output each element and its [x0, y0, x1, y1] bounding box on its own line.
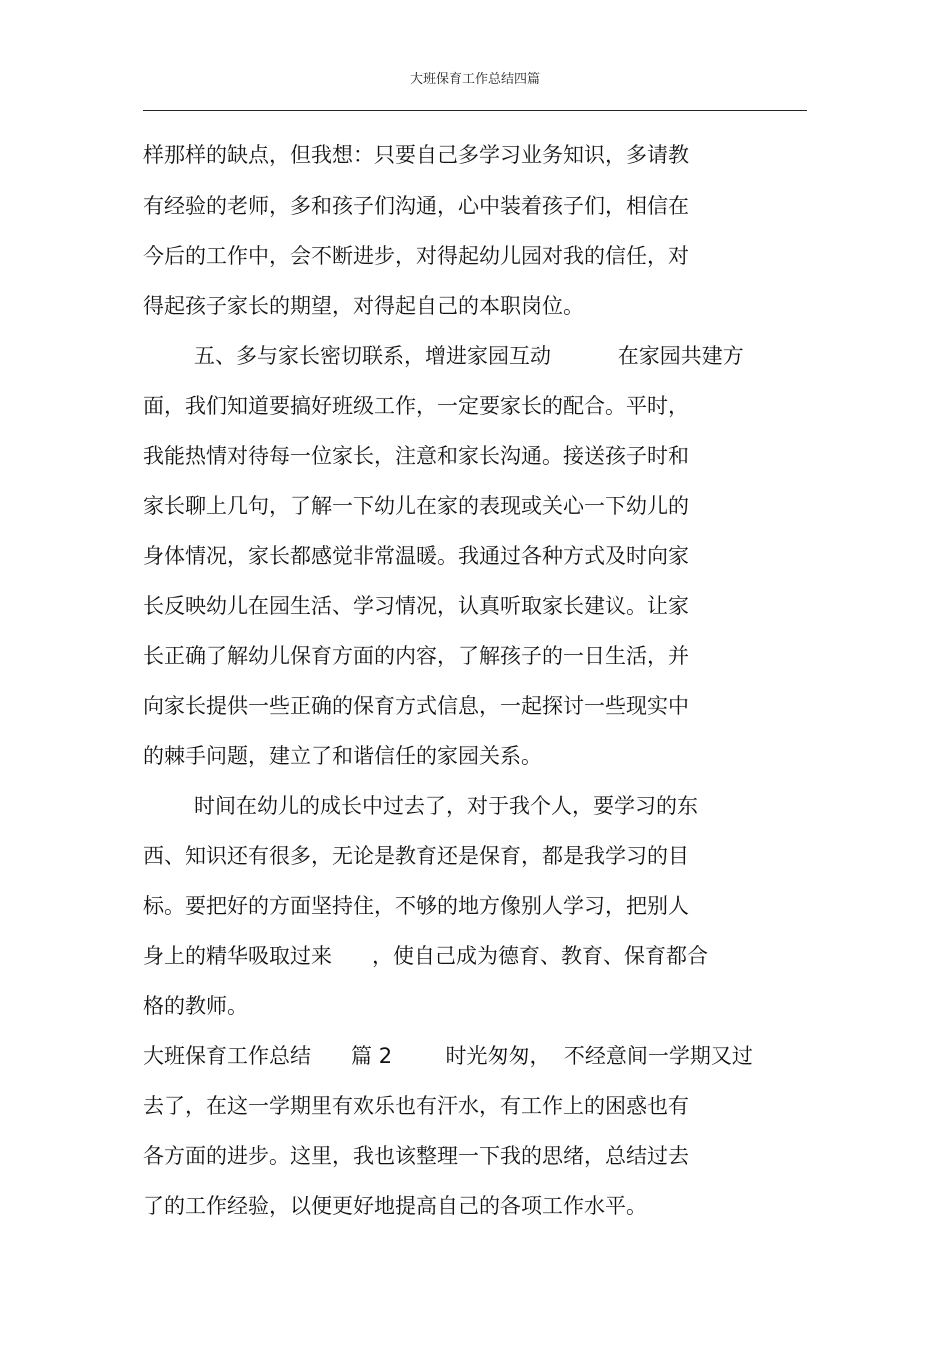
text-line: 身上的精华吸取过来 ，使自己成为德育、教育、保育都合 — [143, 944, 709, 968]
text-line: 各方面的进步。这里，我也该整理一下我的思绪，总结过去 — [143, 1144, 689, 1168]
text-line: 身体情况，家长都感觉非常温暖。我通过各种方式及时向家 — [143, 544, 689, 568]
text-line: 我能热情对待每一位家长，注意和家长沟通。接送孩子时和 — [143, 444, 689, 468]
text-line: 西、知识还有很多，无论是教育还是保育，都是我学习的目 — [143, 844, 689, 868]
text-line: 得起孩子家长的期望，对得起自己的本职岗位。 — [143, 294, 584, 318]
text-line: 样那样的缺点，但我想：只要自己多学习业务知识，多请教 — [143, 143, 689, 167]
text-line: 格的教师。 — [143, 994, 248, 1018]
text-line: 标。要把好的方面坚持住，不够的地方像别人学习，把别人 — [143, 894, 689, 918]
text-line: 向家长提供一些正确的保育方式信息，一起探讨一些现实中 — [143, 694, 689, 718]
paragraph-start-line: 时间在幼儿的成长中过去了，对于我个人，要学习的东 — [194, 794, 698, 818]
text-line: 的棘手问题，建立了和谐信任的家园关系。 — [143, 744, 542, 768]
article-title-line: 大班保育工作总结 篇 2 时光匆匆， 不经意间一学期又过 — [143, 1044, 753, 1068]
text-line: 了的工作经验，以便更好地提高自己的各项工作水平。 — [143, 1194, 647, 1218]
page-header: 大班保育工作总结四篇 — [409, 72, 540, 87]
header-divider — [143, 110, 807, 111]
text-line: 长正确了解幼儿保育方面的内容，了解孩子的一日生活，并 — [143, 644, 689, 668]
text-line: 面，我们知道要搞好班级工作，一定要家长的配合。平时， — [143, 394, 689, 418]
text-line: 有经验的老师，多和孩子们沟通，心中装着孩子们，相信在 — [143, 194, 689, 218]
section-heading-line: 五、多与家长密切联系，增进家园互动 在家园共建方 — [194, 344, 744, 368]
text-line: 去了，在这一学期里有欢乐也有汗水，有工作上的困惑也有 — [143, 1094, 689, 1118]
text-line: 今后的工作中，会不断进步，对得起幼儿园对我的信任，对 — [143, 244, 689, 268]
text-line: 长反映幼儿在园生活、学习情况，认真听取家长建议。让家 — [143, 594, 689, 618]
text-line: 家长聊上几句，了解一下幼儿在家的表现或关心一下幼儿的 — [143, 494, 689, 518]
